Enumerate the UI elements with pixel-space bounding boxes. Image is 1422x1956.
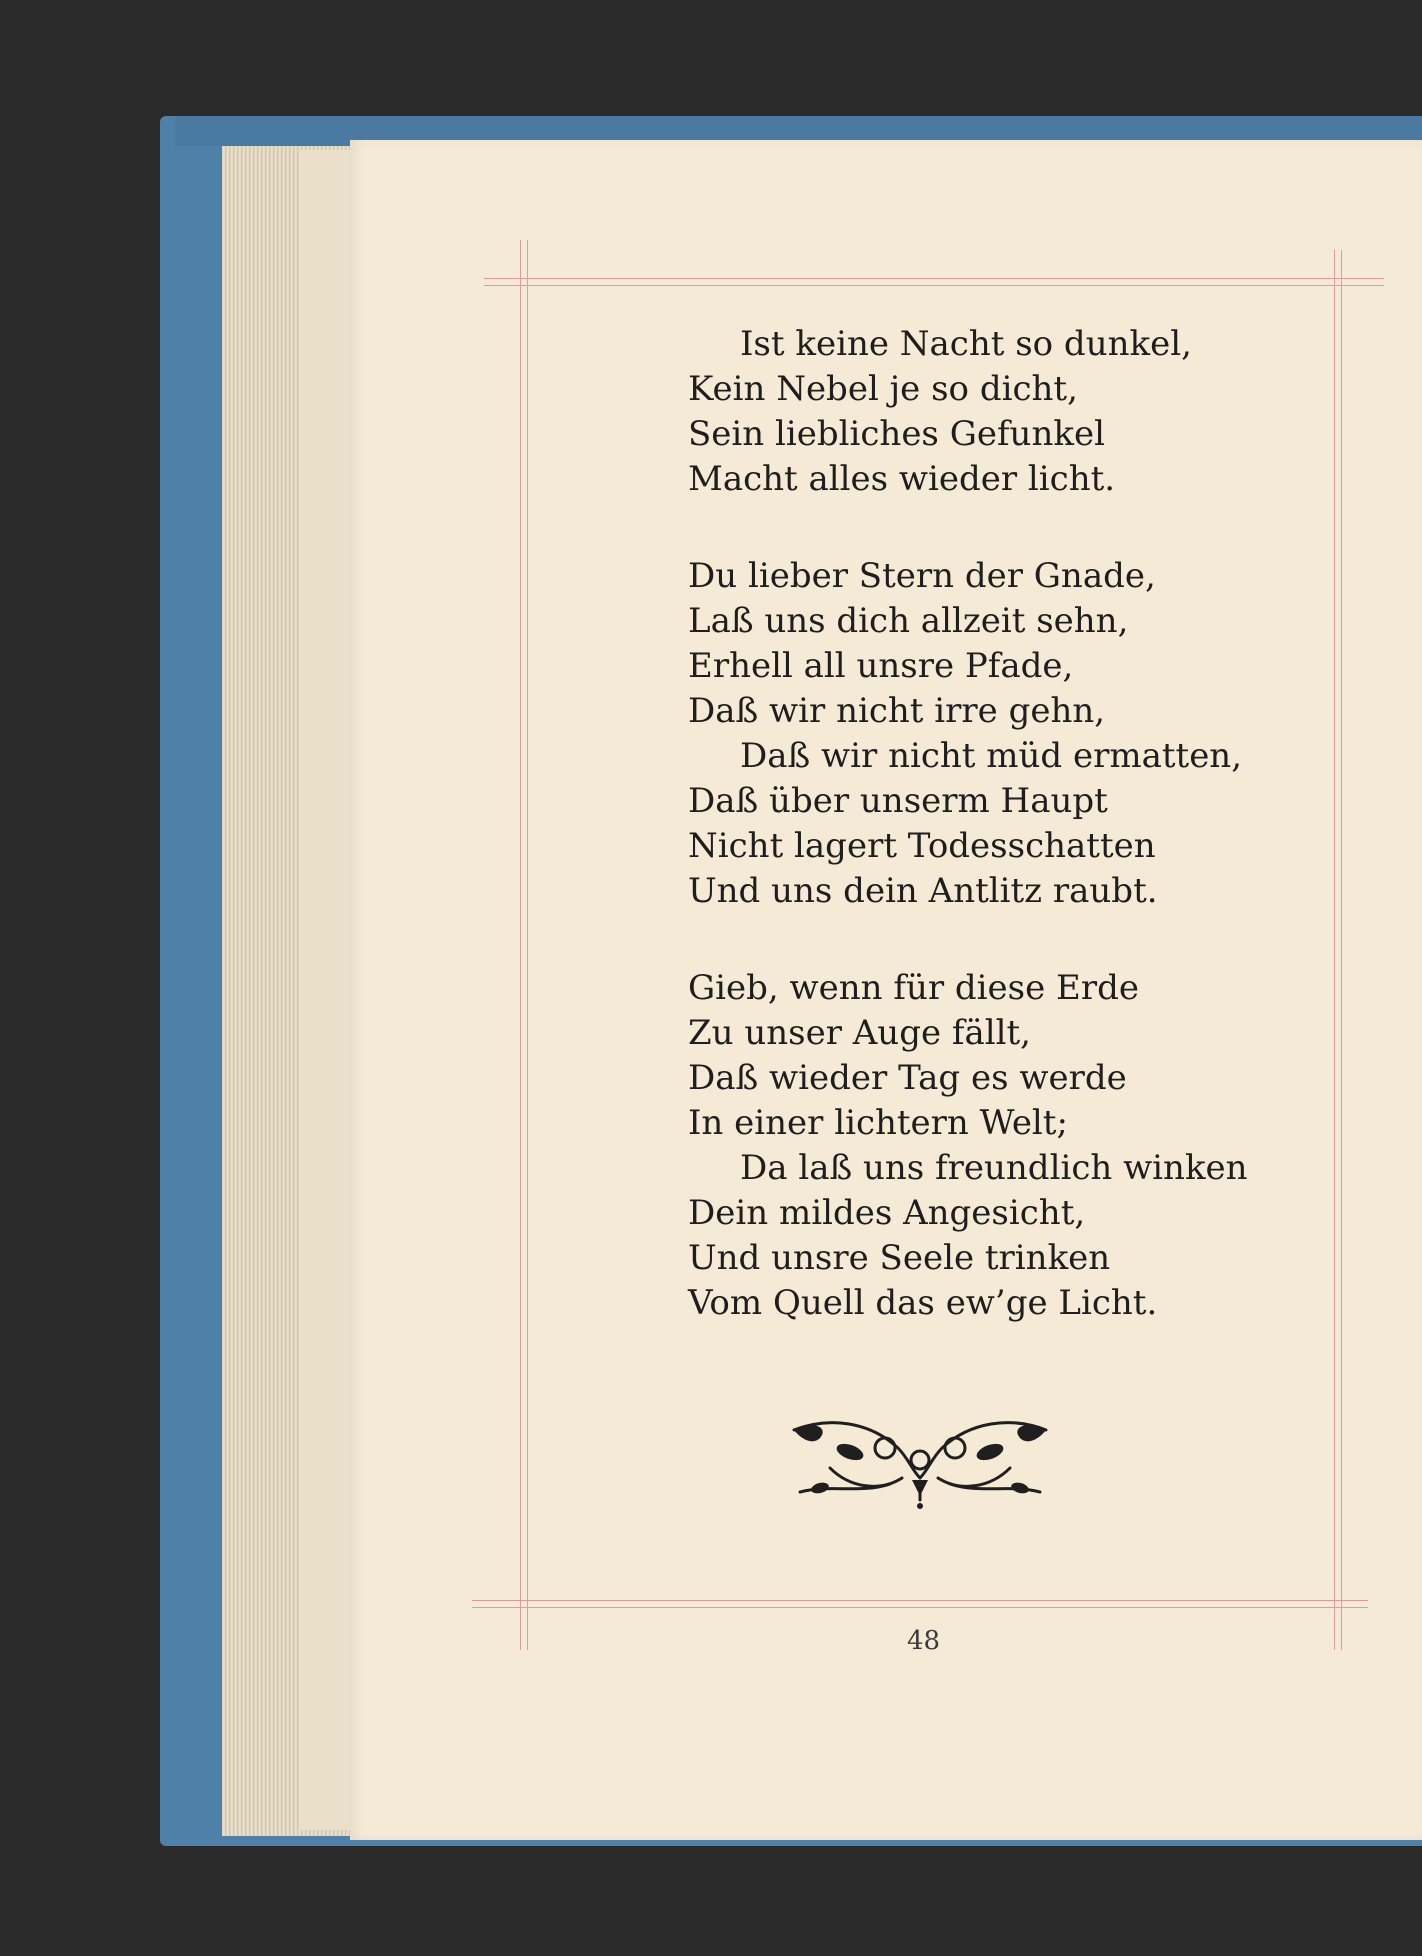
floral-ornament-icon [790,1408,1050,1512]
poem-line: Ist keine Nacht so dunkel, [740,324,1192,364]
poem-line: Daß wieder Tag es werde [688,1058,1127,1098]
stanza-3 [688,966,1248,1326]
poem-line: Daß über unserm Haupt [688,781,1108,821]
frame-right-rule [1334,250,1342,1650]
poem-line: Da laß uns freundlich winken [740,1148,1248,1188]
poem-line: Und uns dein Antlitz raubt. [688,871,1158,911]
poem-line: Daß wir nicht irre gehn, [688,691,1106,731]
frame-bottom-rule [472,1600,1368,1608]
poem-line: Und unsre Seele trinken [688,1238,1111,1278]
stanza-2 [688,554,1248,914]
poem-line: Daß wir nicht müd ermatten, [740,736,1243,776]
poem-line: Sein liebliches Gefunkel [688,414,1105,454]
poem-line: Zu unser Auge fällt, [688,1013,1031,1053]
page-number: 48 [907,1626,941,1656]
poem-line: Dein mildes Angesicht, [688,1193,1086,1233]
poem-line: Vom Quell das ew’ge Licht. [688,1283,1158,1323]
page-edge-inner [300,150,350,1830]
poem-line: Nicht lagert Todesschatten [688,826,1156,866]
frame-left-rule [520,240,528,1650]
poem-line: Laß uns dich allzeit sehn, [688,601,1129,641]
poem [688,322,1248,1326]
poem-line: Kein Nebel je so dicht, [688,369,1078,409]
poem-line: Du lieber Stern der Gnade, [688,556,1156,596]
poem-line: Macht alles wieder licht. [688,459,1116,499]
poem-line: Erhell all unsre Pfade, [688,646,1074,686]
frame-top-rule [484,278,1384,286]
poem-line: In einer lichtern Welt; [688,1103,1068,1143]
stanza-1 [688,322,1248,502]
poem-line: Gieb, wenn für diese Erde [688,968,1139,1008]
